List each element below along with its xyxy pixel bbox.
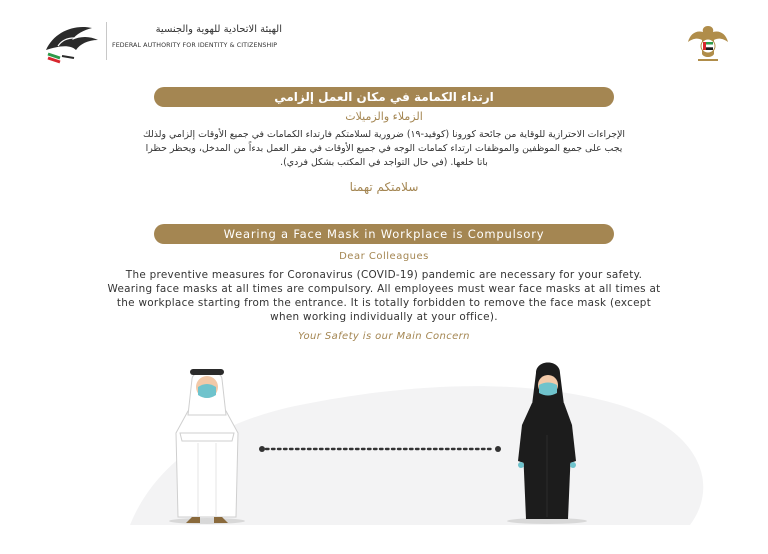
org-name-arabic: الهيئة الاتحادية للهوية والجنسية	[155, 24, 282, 35]
uae-emblem-icon	[684, 20, 732, 68]
english-body-line: The preventive measures for Coronavirus (COVID-19) pandemic are necessary for your safety.	[125, 269, 643, 281]
english-greeting: Dear Colleagues	[339, 251, 429, 262]
social-distance-illustration	[0, 345, 768, 554]
english-body-line: Wearing face masks at all times are compulsory. All employees must wear face masks at all times at	[107, 283, 661, 295]
arabic-body-line: الإجراءات الاحترازية للوقاية من جائحة كورونا (كوفيد-١٩) ضرورية لسلامتكم فارتداء الكمامات في جميع الأوقات إلزامي ولذلك	[142, 129, 626, 140]
org-name-english: FEDERAL AUTHORITY FOR IDENTITY & CITIZENSHIP	[112, 42, 278, 49]
arabic-greeting: الزملاء والزميلات	[345, 110, 423, 123]
arabic-body-line: باتا خلعها. (في حال التواجد في المكتب بشكل فردي).	[280, 157, 488, 168]
english-body-line: when working individually at your office).	[270, 311, 498, 323]
falcon-logo-icon	[40, 20, 104, 66]
english-closing: Your Safety is our Main Concern	[298, 331, 470, 342]
english-title-banner: Wearing a Face Mask in Workplace is Compulsory	[154, 224, 614, 244]
arabic-body-line: يجب على جميع الموظفين والموظفات ارتداء كمامات الوجه في جميع الأوقات في مقر العمل بدءاً من المدخل، ويحظر حظرا	[145, 143, 623, 154]
arabic-closing: سلامتكم تهمنا	[349, 180, 419, 194]
man-figure	[169, 369, 245, 524]
arabic-title-banner: ارتداء الكمامة في مكان العمل إلزامي	[154, 87, 614, 107]
english-body-line: the workplace starting from the entrance. It is totally forbidden to remove the face mask (except	[116, 297, 652, 309]
header-divider	[106, 22, 107, 60]
english-body	[20, 268, 748, 324]
arabic-body	[28, 128, 740, 170]
